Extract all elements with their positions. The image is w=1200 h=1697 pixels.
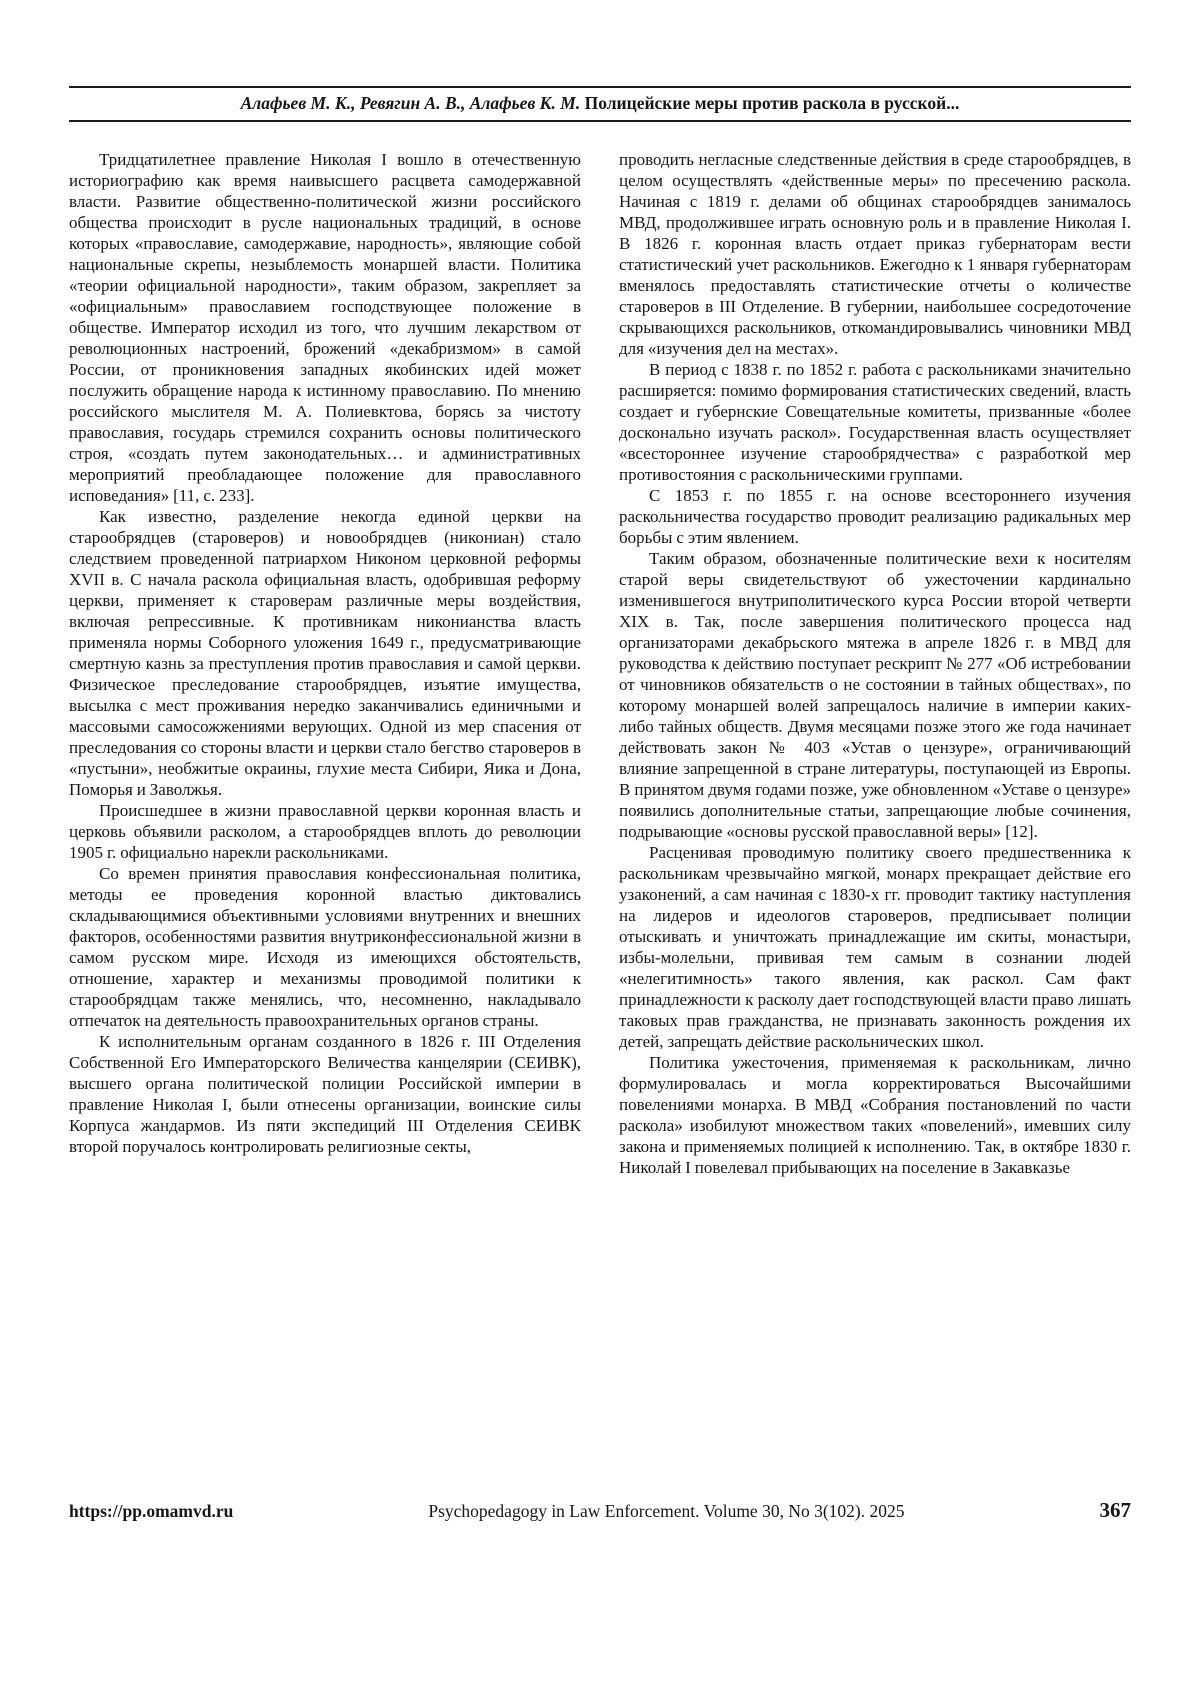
paragraph: Политика ужесточения, применяемая к раскольникам, лично формулировалась и могла корректироваться Высочайшими повелениями монарха. В МВД «Собрания постановлений по части раскола» изобилуют множеством таких «повелений», имевших силу закона и применяемых полицией к исполнению. Так, в октябре 1830 г. Николай I повелевал прибывающих на поселение в Закавказье [619,1053,1131,1177]
paragraph: Как известно, разделение некогда единой церкви на старообрядцев (староверов) и новообрядцев (никониан) стало следствием проведенной патриархом Никоном церковной реформы XVII в. С начала раскола официальная власть, одобрившая реформу церкви, применяет к староверам различные меры воздействия, включая репрессивные. К противникам никонианства власть применяла нормы Соборного уложения 1649 г., предусматривающие смертную казнь за преступления против православия и самой церкви. Физическое преследование старообрядцев, изъятие имущества, высылка с мест проживания нередко заканчивались единичными и массовыми самосожжениями верующих. Одной из мер спасения от преследования со стороны власти и церкви стало бегство староверов в «пустыни», необжитые окраины, глухие места Сибири, Яика и Дона, Поморья и Заволжья. [69,507,581,799]
running-head [69,86,1131,122]
paragraph: Со времен принятия православия конфессиональная политика, методы ее проведения коронной властью диктовались складывающимися объективными условиями внутренних и внешних факторов, особенностями развития внутриконфессиональной жизни в самом русском мире. Исходя из имеющихся обстоятельств, отношение, характер и механизмы проводимой политики к старообрядцам также менялись, что, несомненно, накладывало отпечаток на деятельность правоохранительных органов страны. [69,864,581,1030]
running-head-authors: Алафьев М. К., Ревягин А. В., Алафьев К. М. [240,93,581,113]
left-column [69,149,581,1479]
paragraph: С 1853 г. по 1855 г. на основе всестороннего изучения раскольничества государство проводит реализацию радикальных мер борьбы с этим явлением. [619,486,1131,547]
paragraph: К исполнительным органам созданного в 1826 г. III Отделения Собственной Его Императорского Величества канцелярии (СЕИВК), высшего органа политической полиции Российской империи в правление Николая I, были отнесены организации, воинские силы Корпуса жандармов. Из пяти экспедиций III Отделения СЕИВК второй поручалось контролировать религиозные секты, [69,1032,581,1156]
article-body [69,149,1131,1479]
paragraph: В период с 1838 г. по 1852 г. работа с раскольниками значительно расширяется: помимо формирования статистических сведений, власть создает и губернские Совещательные комитеты, призванные «более досконально изучать раскол». Государственная власть осуществляет «всестороннее изучение старообрядчества» с разработкой мер противостояния с раскольническими группами. [619,360,1131,484]
journal-citation: Psychopedagogy in Law Enforcement. Volume 30, No 3(102). 2025 [428,1501,905,1521]
paragraph: Таким образом, обозначенные политические вехи к носителям старой веры свидетельствуют об ужесточении кардинально изменившегося внутриполитического курса России второй четверти XIX в. Так, после завершения политического процесса над организаторами декабрьского мятежа в апреле 1826 г. в МВД для руководства к действию поступает рескрипт № 277 «Об истребовании от чиновников обязательств о не состоянии в тайных обществах», по которому монаршей волей запрещалось наличие в империи каких-либо тайных обществ. Двумя месяцами позже этого же года начинает действовать закон № 403 «Устав о цензуре», ограничивающий влияние запрещенной в стране литературы, поступающей из Европы. В принятом двумя годами позже, уже обновленном «Уставе о цензуре» появились дополнительные статьи, запрещающие любые сочинения, подрывающие «основы русской православной веры» [12]. [619,549,1131,841]
paragraph-continuation: проводить негласные следственные действия в среде старообрядцев, в целом осуществлять «действенные меры» по пресечению раскола. Начиная с 1819 г. делами об общинах старообрядцев занималось МВД, продолжившее играть основную роль и в правление Николая I. В 1826 г. коронная власть отдает приказ губернаторам вести статистический учет раскольников. Ежегодно к 1 января губернаторам вменялось предоставлять статистические отчеты о количестве староверов в III Отделение. В губернии, наибольшее сосредоточение скрывающихся раскольников, откомандировывались чиновники МВД для «изучения дел на местах». [619,150,1131,358]
running-head-title: Полицейские меры против раскола в русской... [580,93,960,113]
page-number: 367 [1099,1498,1131,1522]
journal-url-link[interactable]: https://pp.omamvd.ru [69,1501,234,1521]
paragraph: Тридцатилетнее правление Николая I вошло в отечественную историографию как время наивысшего расцвета самодержавной власти. Развитие общественно-политической жизни российского общества происходит в русле национальных традиций, в основе которых «православие, самодержавие, народность», являющие собой национальные скрепы, незыблемость монаршей власти. Политика «теории официальной народности», таким образом, закрепляет за «официальным» православием господствующее положение в обществе. Император исходил из того, что лучшим лекарством от революционных настроений, брожений «декабризмом» в самой России, от проникновения западных якобинских идей может послужить обращение народа к истинному православию. По мнению российского мыслителя М. А. Полиевктова, борясь за чистоту православия, государь стремился сохранить основы политического строя, «создать путем законодательных… и административных мероприятий преобладающее положение для православного исповедания» [11, с. 233]. [69,150,581,505]
paragraph: Происшедшее в жизни православной церкви коронная власть и церковь объявили расколом, а старообрядцев вплоть до революции 1905 г. официально нарекли раскольниками. [69,801,581,862]
right-column [619,149,1131,1479]
paragraph: Расценивая проводимую политику своего предшественника к раскольникам чрезвычайно мягкой, монарх прекращает действие его узаконений, а сам начиная с 1830-х гг. проводит тактику наступления на лидеров и идеологов староверов, предписывает полиции отыскивать и уничтожать принадлежащие им скиты, монастыри, избы-молельни, прививая тем самым в сознании людей «нелегитимность» такого явления, как раскол. Сам факт принадлежности к расколу дает господствующей власти право лишать таковых прав гражданства, не признавать законность рождения их детей, запрещать действие раскольнических школ. [619,843,1131,1051]
page-footer [69,1498,1131,1523]
